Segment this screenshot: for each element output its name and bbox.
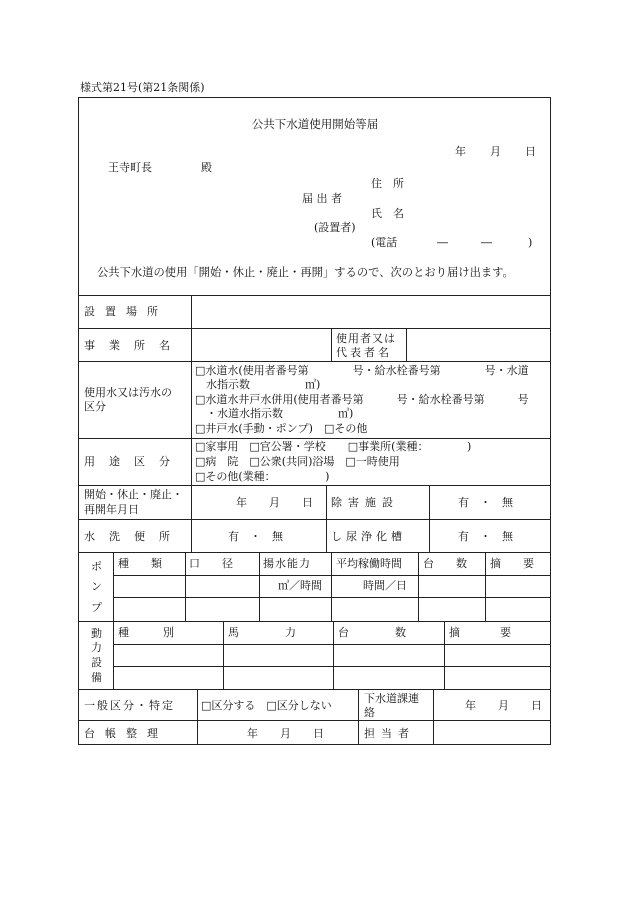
intro-text: 公共下水道の使用「開始・休止・廃止・再開」するので、次のとおり届け出ます。 xyxy=(97,266,514,279)
contact-label-line1: 下水道課連 xyxy=(364,692,419,705)
power-label-char: 備 xyxy=(91,671,102,684)
form-title: 公共下水道使用開始等届 xyxy=(251,117,379,131)
col-line xyxy=(113,552,114,689)
ledger-label: 台帳整理 xyxy=(84,727,168,740)
use-option-line3[interactable]: □その他(業種： ) xyxy=(195,470,330,483)
pump-header-capacity: 揚水能力 xyxy=(263,557,311,570)
col-line xyxy=(197,689,198,720)
col-line xyxy=(223,621,224,689)
use-option-line2[interactable]: □病 院 □公衆(共同)浴場 □一時使用 xyxy=(195,455,400,468)
start-date-field[interactable]: 年 月 日 xyxy=(236,496,313,509)
power-header-remarks: 摘 要 xyxy=(449,626,517,639)
col-line xyxy=(429,485,430,552)
row-line xyxy=(78,689,551,690)
name-label: 氏 名 xyxy=(371,207,404,220)
power-header-type: 種 別 xyxy=(118,626,178,639)
col-line xyxy=(444,621,445,689)
pump-unit-capacity: ㎥／時間 xyxy=(278,579,322,592)
pump-header-type: 種 類 xyxy=(118,557,162,570)
col-line xyxy=(433,689,434,745)
start-label-line2: 再開年月日 xyxy=(84,503,139,516)
water-option-mixed-line2: ・水道水指示数 ㎥) xyxy=(206,407,354,420)
pump-label-char: プ xyxy=(91,601,102,614)
col-line xyxy=(259,552,260,621)
phone-label: (電話 xyxy=(371,236,398,249)
water-option-tap-line2: 水指示数 ㎥) xyxy=(206,378,321,391)
row-line xyxy=(78,485,551,486)
installer-label: (設置者) xyxy=(314,221,356,234)
water-label-line1: 使用水又は汚水の xyxy=(84,386,172,399)
col-line xyxy=(358,689,359,745)
row-line xyxy=(78,552,551,553)
col-line xyxy=(191,295,192,361)
pump-header-diameter: 口 径 xyxy=(189,557,233,570)
contact-label-line2: 絡 xyxy=(364,706,375,719)
row-line xyxy=(113,644,551,645)
power-header-count: 台 数 xyxy=(338,626,414,639)
col-line xyxy=(191,361,192,552)
location-label: 設置場所 xyxy=(84,305,168,318)
category-label: 一般区分・特定 xyxy=(84,699,175,712)
abatement-value[interactable]: 有 ・ 無 xyxy=(458,496,513,509)
power-label-char: 動 xyxy=(91,627,102,640)
phone-close: ) xyxy=(528,236,533,249)
header-day-label: 日 xyxy=(525,145,536,158)
phone-dash-1: ― xyxy=(437,236,448,249)
contact-date-field[interactable]: 年 月 日 xyxy=(465,699,542,712)
row-line xyxy=(78,621,551,622)
row-line xyxy=(78,295,551,296)
col-line xyxy=(331,328,332,361)
start-label-line1: 開始・休止・廃止・ xyxy=(84,488,183,501)
header-month-label: 月 xyxy=(490,145,501,158)
row-line xyxy=(78,361,551,362)
row-line xyxy=(78,438,551,439)
water-option-mixed-line1[interactable]: □水道水井戸水併用(使用者番号第 号・給水栓番号第 号 xyxy=(195,393,529,406)
power-label-char: 力 xyxy=(91,641,102,654)
pump-header-count: 台 数 xyxy=(423,557,467,570)
water-option-tap-line1[interactable]: □水道水(使用者番号第 号・給水栓番号第 号・水道 xyxy=(195,364,529,377)
row-line xyxy=(78,720,551,721)
abatement-label: 除害施設 xyxy=(331,496,399,509)
pump-label-char: ン xyxy=(91,580,102,593)
use-label: 用途区分 xyxy=(84,455,184,468)
staff-label: 担当者 xyxy=(364,727,415,740)
ledger-date-field[interactable]: 年 月 日 xyxy=(247,727,324,740)
category-options[interactable]: □区分する □区分しない xyxy=(201,699,332,712)
col-line xyxy=(197,720,198,745)
row-line xyxy=(78,519,551,520)
addressee: 王寺町長 xyxy=(108,161,152,174)
col-line xyxy=(185,552,186,621)
flush-value[interactable]: 有 ・ 無 xyxy=(228,530,283,543)
row-line xyxy=(113,666,551,667)
notifier-label: 届 出 者 xyxy=(302,192,342,205)
col-line xyxy=(326,485,327,552)
honorific: 殿 xyxy=(201,161,212,174)
user-label-line1: 使用者又は xyxy=(336,332,396,345)
pump-header-hours: 平均稼働時間 xyxy=(336,557,402,570)
col-line xyxy=(406,328,407,361)
col-line xyxy=(331,552,332,621)
power-label-char: 設 xyxy=(91,656,102,669)
user-label-line2: 代表者名 xyxy=(336,346,392,359)
row-line xyxy=(78,328,551,329)
septic-label: し尿浄化槽 xyxy=(331,530,406,543)
col-line xyxy=(333,621,334,689)
water-label-line2: 区分 xyxy=(84,400,106,413)
col-line xyxy=(418,552,419,621)
phone-dash-2: ― xyxy=(481,236,492,249)
pump-label-char: ポ xyxy=(91,560,102,573)
septic-value[interactable]: 有 ・ 無 xyxy=(458,530,513,543)
business-label: 事業所名 xyxy=(84,339,184,352)
header-year-label: 年 xyxy=(455,145,466,158)
power-header-horsepower: 馬 力 xyxy=(228,626,304,639)
pump-header-remarks: 摘 要 xyxy=(490,557,534,570)
form-code: 様式第21号(第21条関係) xyxy=(80,81,205,94)
col-line xyxy=(485,552,486,621)
address-label: 住 所 xyxy=(371,177,404,190)
flush-label: 水洗便所 xyxy=(84,530,184,543)
water-option-well[interactable]: □井戸水(手動・ポンプ) □その他 xyxy=(195,422,368,435)
use-option-line1[interactable]: □家事用 □官公署・学校 □事業所(業種： ) xyxy=(195,440,472,453)
pump-unit-hours: 時間／日 xyxy=(363,579,407,592)
